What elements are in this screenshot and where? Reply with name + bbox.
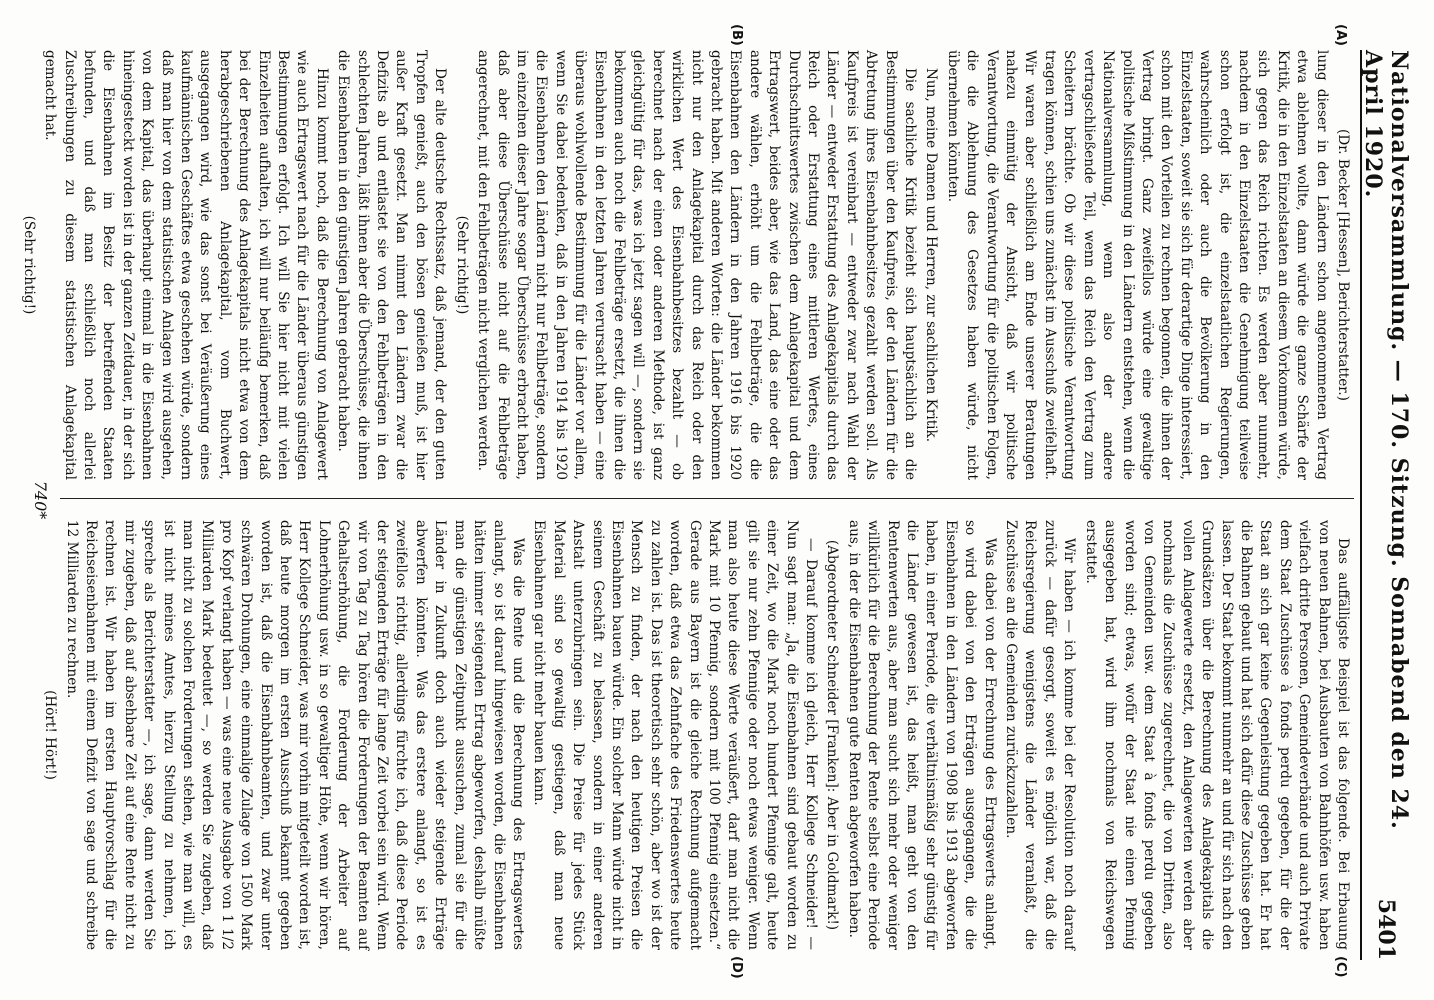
margin-marker-a: (A) [1333,24,1348,46]
page-footer: 740* [31,480,50,520]
paragraph: Was die Rente und die Berechnung des Ertragswertes anlangt, so ist darauf hingewiesen worden, die Eisenbahnen hätten immer steigenden Ertrag abgeworfen, deshalb müßte man die günstigen Zeitpunkt aussuchen, zumal sie für die Länder in Zukunft doch auch wieder steigende Erträge abwerfen könnten. Was das erstere anlangt, so ist es zweifellos richtig, allerdings fürchte ich, daß diese Periode der steigenden Erträge für lange Zeit vorbei sein wird. Wenn wir von Tag zu Tag hören die Forderungen der Beamten auf Gehaltserhöhung, die Forderung der Arbeiter auf Lohnerhöhung usw. in so gewaltiger Höhe, wenn wir hören, Herr Kollege Schneider, was mir vorhin mitgeteilt worden ist, daß heute morgen im ersten Ausschuß bekannt gegeben worden ist, daß die Eisenbahnbeamten, und zwar unter schwären Drohungen, eine einmalige Zulage von 1500 Mark pro Kopf verlangt haben — was eine neue Ausgabe von 1 1/2 Milliarden Mark bedeutet —, so werden Sie zugeben, daß man nicht zu solchen Forderungen stehen, wie man will, es ist nicht meines Amtes, hierzu Stellung zu nehmen, ich spreche als Berichterstatter —, ich sage, dann werden Sie mir zugeben, daß auf absehbare Zeit auf eine Rente nicht zu rechnen ist. Wir haben im ersten Hauptvorschlag für die Reichseisenbahnen mit einem Defizit von sage und schreibe 12 Milliarden zu rechnen. [63,520,526,950]
interjection: (Sehr richtig!) [20,215,37,315]
paragraph: Wir haben — ich komme bei der Resolution noch darauf zurück — dafür gesorgt, soweit es möglich war, daß die Reichsregierung wenigstens die Länder veranlaßt, die Zuschüsse an die Gemeinden zurückzuzahlen. [1003,520,1078,950]
interjection: (Abgeordneter Schneider [Franken]: Aber in Goldmark!) [824,539,841,931]
page-number: 5401 [1373,898,1399,960]
column-divider [60,498,1354,499]
paragraph: Hinzu kommt noch, daß die Berechnung von Anlagewert wie auch Ertragswert nach für die Länder überaus günstigen Bestimmungen erfolgt. Ich will Sie hier nicht mit vielen Einzelheiten aufhalten, ich will nur beiläufig bemerken, daß bei der Berechnung des Anlagekapitals nicht etwa von dem herabgeschriebenen Anlagekapital, vom Buchwert, ausgegangen wird, wie das sonst bei Veräußerung eines kaufmännischen Geschäftes etwa geschehen würde, sondern daß man hier von dem statistischen Anlagen wird ausgehen, von dem Kapital, das überhaupt einmal in die Eisenbahnen hineingesteckt worden ist in der ganzen Zeitdauer, in der sich die Eisenbahnen im Besitz der betreffenden Staaten befunden, und daß man schließlich noch allerlei Zuschreibungen zu diesem statistischen Anlagekapital gemacht hat. [42,50,330,480]
paragraph: Das auffälligste Beispiel ist das folgende. Bei Erbauung von neuen Bahnen, bei Ausbauten von Bahnhöfen usw. haben vielfach dritte Personen, Gemeindeverbände und auch Private dem Staat Zuschüsse à fonds perdu gegeben, für die der Staat an sich gar keine Gegenleistung gegeben hat. Er hat die Bahnen gebaut und hat sich dafür diese Zuschüsse geben lassen. Der Staat bekommt nunmehr an und für sich nach den Grundsätzen über die Berechnung des Anlagekapitals die vollen Anlagewerte ersetzt, den Anlagewerten werden aber nochmals die Zuschüsse zugerechnet, die von Dritten, also von Gemeinden usw. dem Staat à fonds perdu gegeben worden sind; etwas, wofür der Staat nie einen Pfennig ausgegeben hat, wird ihm nochmals von Reichswegen erstattet. [1082,520,1351,950]
interjection: (Hört! Hört!) [42,690,59,780]
paragraph: Was dabei von der Errechnung des Ertragswerts anlangt, so wird dabei von den Erträgen ausgegangen, die die Eisenbahnen in den Ländern von 1908 bis 1913 abgeworfen haben, in einer Periode, die verhältnismäßig sehr günstig für die Länder gewesen ist, das heißt, man geht von den Rentenwerten aus, aber man sucht sich mehr oder weniger willkürlich für die Berechnung der Rente selbst eine Periode aus, in der die Eisenbahnen gute Renten abgeworfen haben. [845,520,998,950]
margin-marker-b: (B) [729,24,744,46]
margin-marker-c: (C) [1333,956,1348,978]
margin-marker-d: (D) [729,956,744,979]
left-column [20,50,1352,480]
paragraph: Nun, meine Damen und Herren, zur sachlichen Kritik. [923,68,940,443]
right-column [42,520,1352,950]
interjection: (Sehr richtig!) [453,215,470,315]
paragraph: — Darauf komme ich gleich, Herr Kollege Schneider! — Nun sagt man: „Ja, die Eisenbahnen sind gebaut worden zu einer Zeit, wo die Mark noch hundert Pfennige galt, heute gilt sie nur zehn Pfennige oder noch etwas weniger. Wenn man also heute diese Werte veräußert, darf man nicht die Mark mit 10 Pfennig, sondern mit 100 Pfennig einsetzen.“ Gerade aus Bayern ist die gleiche Rechnung aufgemacht worden, daß etwa das Zehnfache des Friedenswertes heute zu zahlen ist. Das ist theoretisch sehr schön, aber wo ist der Mensch zu finden, der nach den heutigen Preisen die Eisenbahnen bauen würde. Ein solcher Mann würde nicht in seinem Geschäft zu belassen, sondern in einer anderen Anstalt unterzubringen sein. Die Preise für jedes Stück Material sind so gewaltig gestiegen, daß man neue Eisenbahnen gar nicht mehr bauen kann. [531,520,820,950]
paragraph: Die sachliche Kritik bezieht sich hauptsächlich an die Bestimmungen über den Kaufpreis, der den Ländern für die Abtretung ihres Eisenbahnbesitzes gezahlt werden soll. Als Kaufpreis ist vereinbart — entweder zwar nach Wahl der Länder — entweder Erstattung des Anlagekapitals durch das Reich oder Erstattung eines mittleren Wertes, eines Durchschnittswertes zwischen dem Anlagekapital und dem Ertragswert, beides aber, wie das Land, das eine oder das andere wählen, erhöht um die Fehlbeträge, die die Eisenbahnen den Ländern in den Jahren 1916 bis 1920 gebracht haben. Mit anderen Worten: die Länder bekommen nicht nur den Anlagekapital durch das Reich oder den wirklichen Wert des Eisenbahnbesitzes bezahlt — ob berechnet nach der einen oder anderen Methode, ist ganz gleichgültig für das, was ich jetzt sagen will —, sondern sie bekommen auch noch die Fehlbeträge ersetzt, die ihnen die Eisenbahnen in den letzten Jahren verursacht haben — eine überaus wohlwollende Bestimmung für die Länder vor allem, wenn Sie dabei bedenken, daß in den Jahren 1914 bis 1920 die Eisenbahnen den Ländern nicht nur Fehlbeträge, sondern im einzelnen dieser Jahre sogar Überschüsse erbracht haben, daß aber diese Überschüsse nicht auf die Fehlbeträge angerechnet, mit den Fehlbeträgen nicht verglichen werden. [475,50,919,480]
page-title: Nationalversammlung. — 170. Sitzung. Sonnabend den 24. April 1920. [1360,50,1412,830]
paragraph: Der alte deutsche Rechtssatz, daß jemand, der den guten Tropfen genießt, auch den bösen genießen muß, ist hier außer Kraft gesetzt. Man nimmt den Ländern zwar die Defizits ab und entlastet sie von den Fehlbeträgen in den schlechten Jahren, läßt ihnen aber die Überschüsse, die ihnen die Eisenbahnen in den günstigen Jahren gebracht haben. [335,50,449,480]
speaker-line: (Dr. Becker [Hessen], Berichterstatter.) [1335,129,1351,401]
page-header [1360,50,1410,960]
paragraph: lung dieser in den Ländern schon angenommenen Vertrag etwa ablehnen wollte, dann würde die ganze Schärfe der Kritik, die in den Einzelstaaten an diesem Vorkommen würde, sich gegen das Reich richten. Es werden aber nunmehr, nachdem in den Einzelstaaten die Genehmigung teilweise schon erfolgt ist, die einzelstaatlichen Regierungen, wahrscheinlich oder auch die Bevölkerung in den Einzelstaaten, soweit sie sich für derartige Dinge interessiert, schon mit den Vorteilen zu rechnen begonnen, die ihnen der Vertrag bringt. Ganz zweifellos würde eine gewaltige politische Mißstimmung in den Ländern entstehen, wenn die Nationalversammlung, wenn also der andere vertragschließende Teil, wenn das Reich den Vertrag zum Scheitern brächte. Ob wir diese politische Verantwortung tragen können, schien uns zunächst im Ausschuß zweifelhaft. Wir waren aber schließlich am Ende unserer Beratungen nahezu einmütig der Ansicht, daß wir politische Verantwortung, die Verantwortung für die politischen Folgen, die die Ablehnung des Gesetzes haben würde, nicht übernehmen könnten. [944,50,1330,480]
